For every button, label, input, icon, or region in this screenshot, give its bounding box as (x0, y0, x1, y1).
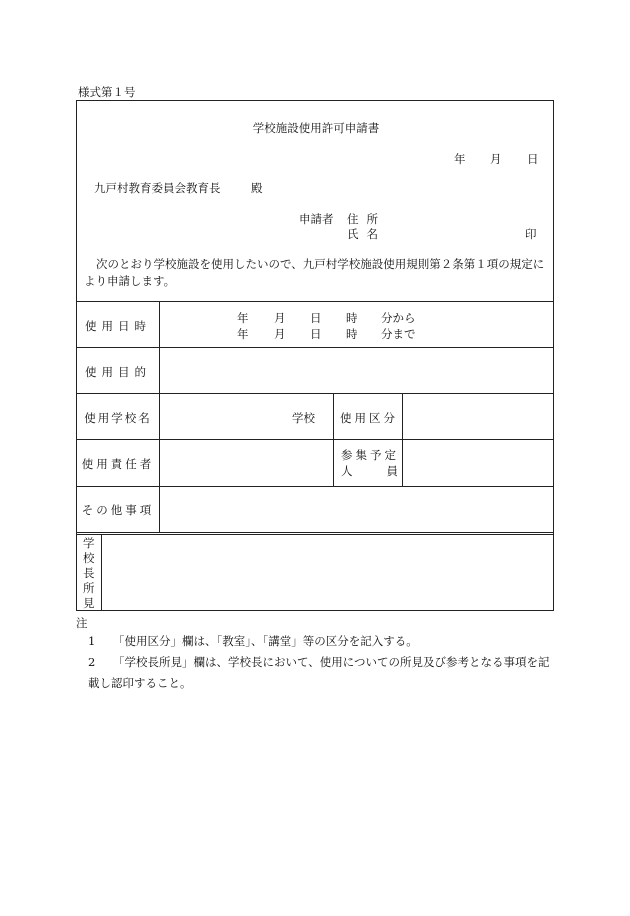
date-month: 月 (490, 152, 502, 166)
principal-opinion-label (83, 536, 95, 611)
opinion-char: 学 (83, 536, 95, 550)
expected-attendance-label-2: 人員 (341, 464, 432, 478)
opinion-char: 長 (83, 566, 95, 580)
opinion-char: 見 (83, 596, 95, 610)
form-number: 様式第１号 (78, 85, 136, 99)
table-divider (77, 439, 553, 440)
to-hour: 時 (346, 327, 358, 341)
responsible-person-label: 使用責任者 (81, 457, 155, 471)
form-title: 学校施設使用許可申請書 (252, 121, 380, 135)
usage-category-label: 使用区分 (340, 411, 398, 425)
table-divider (77, 347, 553, 348)
seal-mark: 印 (525, 227, 537, 241)
date-year: 年 (454, 152, 466, 166)
note-item (88, 652, 560, 694)
from-day: 日 (310, 311, 322, 325)
school-suffix: 学校 (292, 411, 315, 425)
note-number: 2 (88, 655, 96, 669)
addressee: 九戸村教育委員会教育長 (94, 181, 221, 195)
opinion-label-divider (101, 534, 102, 611)
to-month: 月 (274, 327, 286, 341)
address-label: 住所 (347, 212, 386, 226)
label-column-divider (159, 301, 160, 533)
from-hour: 時 (346, 311, 358, 325)
notes-heading: 注 (76, 616, 88, 630)
opinion-char: 校 (83, 551, 95, 565)
applicant-label: 申請者 (299, 212, 334, 226)
usage-purpose-label: 使用目的 (85, 365, 151, 379)
table-divider (77, 532, 553, 533)
to-day: 日 (310, 327, 322, 341)
usage-datetime-label: 使用日時 (85, 319, 151, 333)
date-day: 日 (527, 152, 539, 166)
note-item (88, 631, 418, 652)
note-text: 「使用区分」欄は、「教室」、「講堂」等の区分を記入する。 (112, 634, 418, 648)
note-number: 1 (88, 634, 96, 648)
table-divider (77, 486, 553, 487)
other-matters-label: その他事項 (81, 503, 155, 517)
from-minute-suffix: 分から (381, 311, 416, 325)
application-statement: 次のとおり学校施設を使用したいので、九戸村学校施設使用規則第２条第１項の規定により申請します。 (84, 257, 545, 288)
school-name-label: 使用学校名 (84, 411, 152, 425)
to-year: 年 (237, 327, 249, 341)
column-divider (333, 393, 334, 486)
application-form (76, 100, 554, 611)
expected-attendance-label-1: 参集予定 (341, 448, 399, 462)
table-divider (77, 301, 553, 302)
from-year: 年 (237, 311, 249, 325)
to-minute-suffix: 分まで (381, 327, 416, 341)
from-month: 月 (274, 311, 286, 325)
addressee-honorific: 殿 (251, 181, 263, 195)
table-divider (77, 393, 553, 394)
table-divider (77, 534, 553, 535)
note-text: 「学校長所見」欄は、学校長において、使用についての所見及び参考となる事項を記載し認印すること。 (88, 655, 550, 690)
name-label: 氏名 (347, 227, 386, 241)
opinion-char: 所 (83, 581, 95, 595)
